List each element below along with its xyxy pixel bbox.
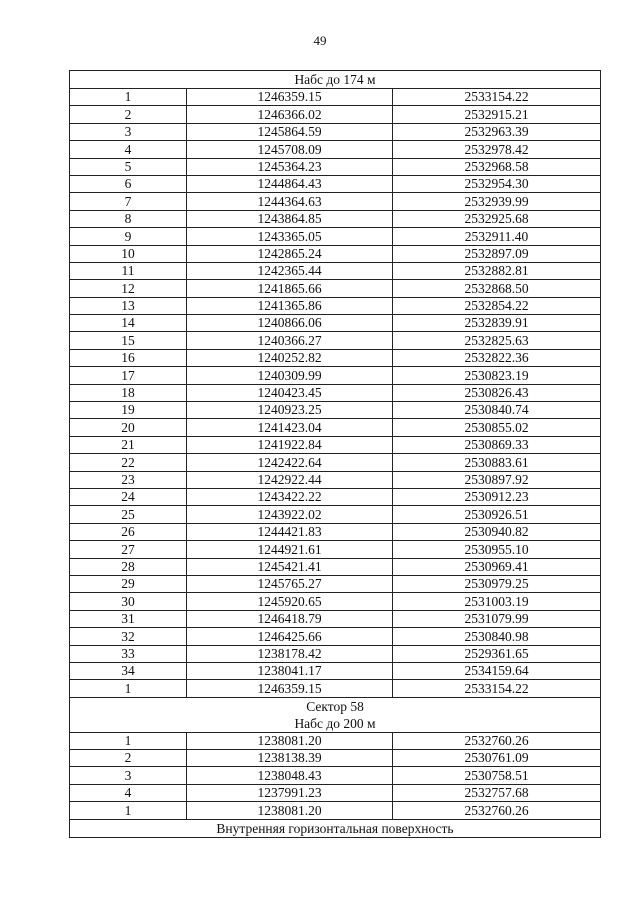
y-coordinate-cell: 2533154.22: [393, 680, 601, 697]
section-header: [70, 697, 601, 732]
point-number-cell: 17: [70, 367, 187, 384]
table-row: [70, 767, 601, 784]
point-number-cell: 34: [70, 662, 187, 679]
y-coordinate-cell: 2532854.22: [393, 297, 601, 314]
table-row: [70, 784, 601, 801]
x-coordinate-cell: 1238048.43: [187, 767, 393, 784]
y-coordinate-cell: 2532757.68: [393, 784, 601, 801]
table-row: [70, 750, 601, 767]
y-coordinate-cell: 2532822.36: [393, 349, 601, 366]
y-coordinate-cell: 2532760.26: [393, 802, 601, 819]
y-coordinate-cell: 2532825.63: [393, 332, 601, 349]
section-header-line: Внутренняя горизонтальная поверхность: [216, 820, 454, 836]
table-row: [70, 175, 601, 192]
x-coordinate-cell: 1245364.23: [187, 158, 393, 175]
x-coordinate-cell: 1238081.20: [187, 732, 393, 749]
table-row: [70, 210, 601, 227]
y-coordinate-cell: 2530761.09: [393, 750, 601, 767]
table-row: [70, 402, 601, 419]
y-coordinate-cell: 2530840.74: [393, 402, 601, 419]
x-coordinate-cell: 1241423.04: [187, 419, 393, 436]
table-row: [70, 628, 601, 645]
x-coordinate-cell: 1245421.41: [187, 558, 393, 575]
x-coordinate-cell: 1245708.09: [187, 141, 393, 158]
point-number-cell: 7: [70, 193, 187, 210]
table-row: [70, 506, 601, 523]
x-coordinate-cell: 1243365.05: [187, 228, 393, 245]
table-row: [70, 89, 601, 106]
x-coordinate-cell: 1238178.42: [187, 645, 393, 662]
x-coordinate-cell: 1238081.20: [187, 802, 393, 819]
point-number-cell: 24: [70, 488, 187, 505]
table-row: [70, 593, 601, 610]
x-coordinate-cell: 1246418.79: [187, 610, 393, 627]
point-number-cell: 25: [70, 506, 187, 523]
section-header-line: Сектор 58: [306, 698, 364, 714]
y-coordinate-cell: 2532839.91: [393, 315, 601, 332]
section-header-line: Набс до 200 м: [294, 715, 376, 731]
y-coordinate-cell: 2532868.50: [393, 280, 601, 297]
section-header: [70, 71, 601, 89]
section-header-row: [70, 71, 601, 89]
point-number-cell: 27: [70, 541, 187, 558]
table-row: [70, 419, 601, 436]
table-row: [70, 488, 601, 505]
table-row: [70, 228, 601, 245]
table-row: [70, 262, 601, 279]
x-coordinate-cell: 1242865.24: [187, 245, 393, 262]
point-number-cell: 31: [70, 610, 187, 627]
table-row: [70, 332, 601, 349]
table-row: [70, 610, 601, 627]
y-coordinate-cell: 2532897.09: [393, 245, 601, 262]
y-coordinate-cell: 2530855.02: [393, 419, 601, 436]
point-number-cell: 9: [70, 228, 187, 245]
point-number-cell: 12: [70, 280, 187, 297]
table-row: [70, 471, 601, 488]
y-coordinate-cell: 2530940.82: [393, 523, 601, 540]
y-coordinate-cell: 2530955.10: [393, 541, 601, 558]
point-number-cell: 23: [70, 471, 187, 488]
y-coordinate-cell: 2533154.22: [393, 89, 601, 106]
y-coordinate-cell: 2531003.19: [393, 593, 601, 610]
x-coordinate-cell: 1244421.83: [187, 523, 393, 540]
y-coordinate-cell: 2534159.64: [393, 662, 601, 679]
point-number-cell: 5: [70, 158, 187, 175]
table-row: [70, 384, 601, 401]
x-coordinate-cell: 1238138.39: [187, 750, 393, 767]
coordinates-table-body: [70, 71, 601, 838]
point-number-cell: 6: [70, 175, 187, 192]
point-number-cell: 3: [70, 767, 187, 784]
x-coordinate-cell: 1244921.61: [187, 541, 393, 558]
y-coordinate-cell: 2529361.65: [393, 645, 601, 662]
y-coordinate-cell: 2532760.26: [393, 732, 601, 749]
x-coordinate-cell: 1240923.25: [187, 402, 393, 419]
x-coordinate-cell: 1242922.44: [187, 471, 393, 488]
y-coordinate-cell: 2530897.92: [393, 471, 601, 488]
point-number-cell: 1: [70, 680, 187, 697]
point-number-cell: 15: [70, 332, 187, 349]
section-header-row: [70, 697, 601, 732]
x-coordinate-cell: 1243864.85: [187, 210, 393, 227]
x-coordinate-cell: 1241365.86: [187, 297, 393, 314]
table-row: [70, 645, 601, 662]
x-coordinate-cell: 1238041.17: [187, 662, 393, 679]
section-header: [70, 819, 601, 837]
point-number-cell: 1: [70, 732, 187, 749]
x-coordinate-cell: 1237991.23: [187, 784, 393, 801]
table-row: [70, 662, 601, 679]
table-row: [70, 523, 601, 540]
table-row: [70, 680, 601, 697]
section-header-row: [70, 819, 601, 837]
table-row: [70, 575, 601, 592]
x-coordinate-cell: 1246359.15: [187, 89, 393, 106]
y-coordinate-cell: 2530969.41: [393, 558, 601, 575]
y-coordinate-cell: 2531079.99: [393, 610, 601, 627]
point-number-cell: 32: [70, 628, 187, 645]
x-coordinate-cell: 1243922.02: [187, 506, 393, 523]
point-number-cell: 1: [70, 89, 187, 106]
table-row: [70, 436, 601, 453]
point-number-cell: 30: [70, 593, 187, 610]
point-number-cell: 19: [70, 402, 187, 419]
x-coordinate-cell: 1244364.63: [187, 193, 393, 210]
x-coordinate-cell: 1240423.45: [187, 384, 393, 401]
table-row: [70, 245, 601, 262]
table-row: [70, 106, 601, 123]
table-row: [70, 141, 601, 158]
y-coordinate-cell: 2530826.43: [393, 384, 601, 401]
table-row: [70, 541, 601, 558]
y-coordinate-cell: 2530912.23: [393, 488, 601, 505]
point-number-cell: 28: [70, 558, 187, 575]
point-number-cell: 2: [70, 106, 187, 123]
x-coordinate-cell: 1240866.06: [187, 315, 393, 332]
point-number-cell: 1: [70, 802, 187, 819]
x-coordinate-cell: 1246425.66: [187, 628, 393, 645]
y-coordinate-cell: 2530883.61: [393, 454, 601, 471]
y-coordinate-cell: 2532911.40: [393, 228, 601, 245]
x-coordinate-cell: 1240366.27: [187, 332, 393, 349]
y-coordinate-cell: 2532939.99: [393, 193, 601, 210]
point-number-cell: 29: [70, 575, 187, 592]
y-coordinate-cell: 2530840.98: [393, 628, 601, 645]
y-coordinate-cell: 2532978.42: [393, 141, 601, 158]
y-coordinate-cell: 2530823.19: [393, 367, 601, 384]
x-coordinate-cell: 1241922.84: [187, 436, 393, 453]
y-coordinate-cell: 2530926.51: [393, 506, 601, 523]
coordinates-table: [69, 70, 601, 838]
point-number-cell: 3: [70, 123, 187, 140]
point-number-cell: 10: [70, 245, 187, 262]
point-number-cell: 21: [70, 436, 187, 453]
x-coordinate-cell: 1243422.22: [187, 488, 393, 505]
point-number-cell: 4: [70, 141, 187, 158]
x-coordinate-cell: 1246359.15: [187, 680, 393, 697]
y-coordinate-cell: 2530979.25: [393, 575, 601, 592]
table-row: [70, 280, 601, 297]
table-row: [70, 349, 601, 366]
point-number-cell: 11: [70, 262, 187, 279]
x-coordinate-cell: 1242422.64: [187, 454, 393, 471]
x-coordinate-cell: 1245765.27: [187, 575, 393, 592]
point-number-cell: 22: [70, 454, 187, 471]
point-number-cell: 20: [70, 419, 187, 436]
point-number-cell: 8: [70, 210, 187, 227]
x-coordinate-cell: 1240309.99: [187, 367, 393, 384]
table-row: [70, 802, 601, 819]
x-coordinate-cell: 1240252.82: [187, 349, 393, 366]
y-coordinate-cell: 2532968.58: [393, 158, 601, 175]
table-row: [70, 158, 601, 175]
y-coordinate-cell: 2530758.51: [393, 767, 601, 784]
y-coordinate-cell: 2532925.68: [393, 210, 601, 227]
table-row: [70, 454, 601, 471]
x-coordinate-cell: 1244864.43: [187, 175, 393, 192]
y-coordinate-cell: 2532915.21: [393, 106, 601, 123]
point-number-cell: 26: [70, 523, 187, 540]
table-row: [70, 732, 601, 749]
x-coordinate-cell: 1242365.44: [187, 262, 393, 279]
x-coordinate-cell: 1246366.02: [187, 106, 393, 123]
x-coordinate-cell: 1245920.65: [187, 593, 393, 610]
x-coordinate-cell: 1245864.59: [187, 123, 393, 140]
point-number-cell: 13: [70, 297, 187, 314]
point-number-cell: 16: [70, 349, 187, 366]
table-row: [70, 558, 601, 575]
point-number-cell: 2: [70, 750, 187, 767]
point-number-cell: 33: [70, 645, 187, 662]
y-coordinate-cell: 2532954.30: [393, 175, 601, 192]
table-row: [70, 367, 601, 384]
y-coordinate-cell: 2532963.39: [393, 123, 601, 140]
table-row: [70, 297, 601, 314]
y-coordinate-cell: 2530869.33: [393, 436, 601, 453]
table-row: [70, 193, 601, 210]
section-header-line: Набс до 174 м: [294, 72, 376, 87]
x-coordinate-cell: 1241865.66: [187, 280, 393, 297]
point-number-cell: 18: [70, 384, 187, 401]
point-number-cell: 4: [70, 784, 187, 801]
table-row: [70, 315, 601, 332]
table-row: [70, 123, 601, 140]
point-number-cell: 14: [70, 315, 187, 332]
y-coordinate-cell: 2532882.81: [393, 262, 601, 279]
page-number: 49: [313, 33, 327, 48]
